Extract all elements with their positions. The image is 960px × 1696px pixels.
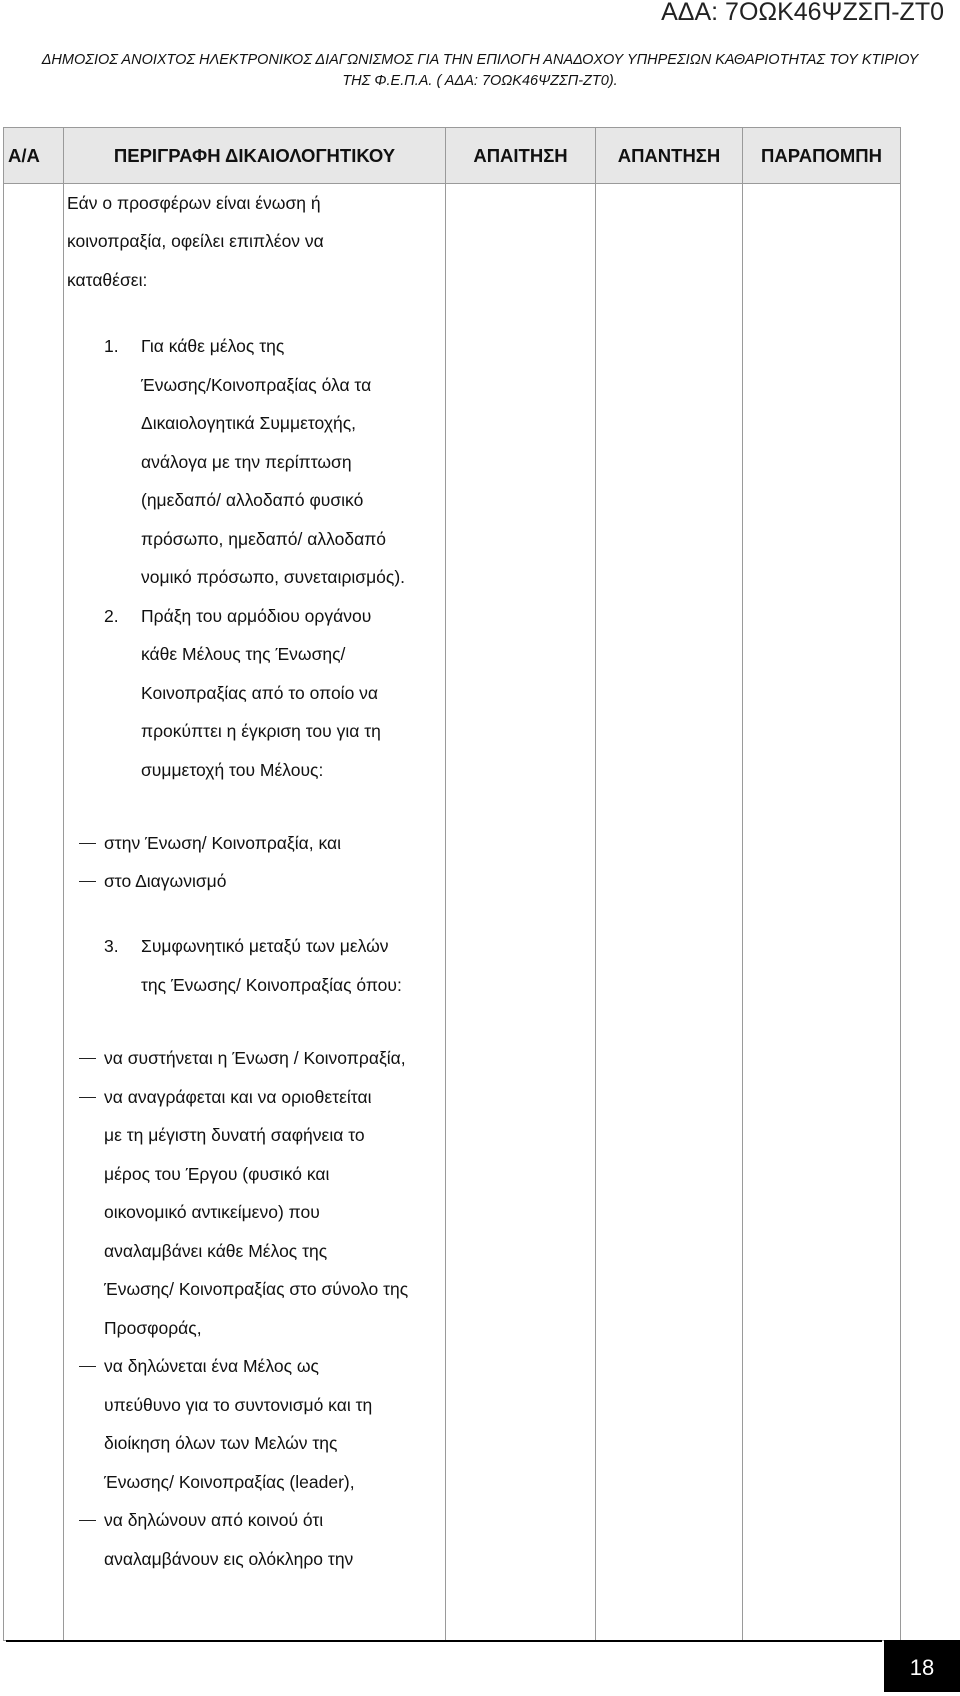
dash-item-cont: αναλαμβάνει κάθε Μέλος της: [104, 1241, 328, 1261]
running-header-line-1: ΔΗΜΟΣΙΟΣ ΑΝΟΙΧΤΟΣ ΗΛΕΚΤΡΟΝΙΚΟΣ ΔΙΑΓΩΝΙΣΜΟΣ ΓΙΑ ΤΗΝ ΕΠΙΛΟΓΗ ΑΝΑΔΟΧΟΥ ΥΠΗΡΕΣΙΩΝ ΚΑΘΑΡΙΟΤΗΤΑΣ ΤΟΥ ΚΤΙΡΙΟΥ: [41, 52, 919, 68]
dash-bullet-icon: [79, 843, 96, 844]
running-header: [8, 50, 952, 92]
cell-requirement: [446, 184, 596, 1641]
dash-item-cont: οικονομικό αντικείμενο) που: [104, 1202, 320, 1222]
item-line: πρόσωπο, ημεδαπό/ αλλοδαπό: [141, 529, 387, 549]
item-number: 2.: [104, 606, 119, 626]
dash-item: στην Ένωση/ Κοινοπραξία, και: [104, 833, 342, 853]
dash-item: στο Διαγωνισμό: [104, 871, 227, 891]
cell-description: [64, 184, 446, 1641]
item-number: 3.: [104, 936, 119, 956]
item-line: νομικό πρόσωπο, συνεταιρισμός).: [141, 567, 406, 587]
dash-item-cont: Ένωσης/ Κοινοπραξίας στο σύνολο της: [104, 1279, 409, 1299]
col-header-aa: Α/Α: [4, 128, 64, 184]
item-line: της Ένωσης/ Κοινοπραξίας όπου:: [141, 975, 402, 995]
intro-line: καταθέσει:: [67, 270, 148, 290]
item-number: 1.: [104, 336, 119, 356]
item-line: (ημεδαπό/ αλλοδαπό φυσικό: [141, 490, 364, 510]
dash-item-cont: διοίκηση όλων των Μελών της: [104, 1433, 338, 1453]
table-row: [4, 184, 901, 1641]
dash-item-cont: Προσφοράς,: [104, 1318, 202, 1338]
col-header-answer: ΑΠΑΝΤΗΣΗ: [596, 128, 743, 184]
dash-bullet-icon: [79, 1520, 96, 1521]
item-line: Συμφωνητικό μεταξύ των μελών: [141, 936, 389, 956]
ada-code: ΑΔΑ: 7ΟΩΚ46ΨΖΣΠ-ΖΤ0: [661, 0, 944, 26]
dash-bullet-icon: [79, 1366, 96, 1367]
col-header-requirement: ΑΠΑΙΤΗΣΗ: [446, 128, 596, 184]
item-line: Δικαιολογητικά Συμμετοχής,: [141, 413, 357, 433]
item-line: προκύπτει η έγκριση του για τη: [141, 721, 381, 741]
dash-item-cont: Ένωσης/ Κοινοπραξίας (leader),: [104, 1472, 355, 1492]
item-line: Κοινοπραξίας από το οποίο να: [141, 683, 379, 703]
intro-line: κοινοπραξία, οφείλει επιπλέον να: [67, 231, 324, 251]
item-line: Πράξη του αρμόδιου οργάνου: [141, 606, 372, 626]
item-line: συμμετοχή του Μέλους:: [141, 760, 324, 780]
item-line: κάθε Μέλους της Ένωσης/: [141, 644, 346, 664]
dash-bullet-icon: [79, 1097, 96, 1098]
cell-answer: [596, 184, 743, 1641]
page-number: 18: [884, 1640, 960, 1692]
cell-reference: [743, 184, 901, 1641]
dash-bullet-icon: [79, 881, 96, 882]
dash-item-cont: αναλαμβάνουν εις ολόκληρο την: [104, 1549, 354, 1569]
cell-aa: [4, 184, 64, 1641]
item-line: ανάλογα με την περίπτωση: [141, 452, 352, 472]
col-header-description: ΠΕΡΙΓΡΑΦΗ ΔΙΚΑΙΟΛΟΓΗΤΙΚΟΥ: [64, 128, 446, 184]
dash-item: να δηλώνεται ένα Μέλος ως: [104, 1356, 319, 1376]
footer-rule: [6, 1640, 882, 1642]
table-header-row: [4, 128, 901, 184]
item-line: Ένωσης/Κοινοπραξίας όλα τα: [141, 375, 372, 395]
dash-item-cont: με τη μέγιστη δυνατή σαφήνεια το: [104, 1125, 365, 1145]
running-header-line-2: ΤΗΣ Φ.Ε.Π.Α. ( ΑΔΑ: 7ΟΩΚ46ΨΖΣΠ-ΖΤ0).: [342, 73, 618, 89]
dash-item: να αναγράφεται και να οριοθετείται: [104, 1087, 372, 1107]
dash-bullet-icon: [79, 1058, 96, 1059]
intro-line: Εάν ο προσφέρων είναι ένωση ή: [67, 193, 321, 213]
documents-table: [3, 127, 901, 1641]
col-header-reference: ΠΑΡΑΠΟΜΠΗ: [743, 128, 901, 184]
item-line: Για κάθε μέλος της: [141, 336, 285, 356]
dash-item-cont: μέρος του Έργου (φυσικό και: [104, 1164, 330, 1184]
dash-item: να συστήνεται η Ένωση / Κοινοπραξία,: [104, 1048, 406, 1068]
dash-item: να δηλώνουν από κοινού ότι: [104, 1510, 324, 1530]
dash-item-cont: υπεύθυνο για το συντονισμό και τη: [104, 1395, 373, 1415]
